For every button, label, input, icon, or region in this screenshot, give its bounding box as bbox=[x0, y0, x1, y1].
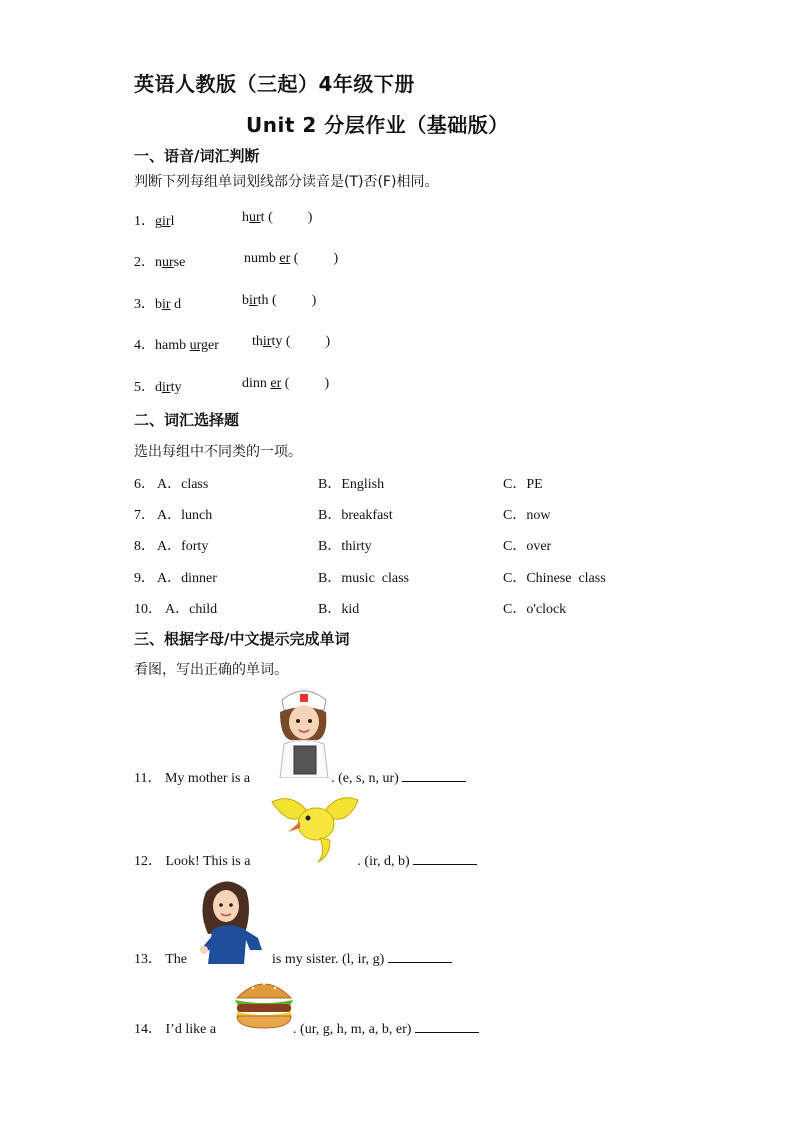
answer-paren[interactable]: ( ) bbox=[271, 293, 317, 308]
word-2: dinn er ( ) bbox=[242, 376, 330, 391]
answer-blank[interactable] bbox=[413, 852, 477, 865]
option-b[interactable]: B．breakfast bbox=[318, 508, 393, 523]
answer-paren[interactable]: ( ) bbox=[293, 251, 339, 266]
question-13: 13． The is my sister. (l, ir, g) bbox=[134, 948, 452, 968]
option-a[interactable]: A．forty bbox=[157, 539, 209, 554]
option-c[interactable]: C．over bbox=[503, 539, 552, 554]
option-c[interactable]: C．o'clock bbox=[503, 602, 567, 617]
nurse-icon bbox=[270, 686, 338, 778]
option-b[interactable]: B．thirty bbox=[318, 539, 372, 554]
bird-icon bbox=[270, 792, 360, 864]
answer-paren[interactable]: ( ) bbox=[268, 210, 313, 225]
answer-blank[interactable] bbox=[402, 769, 466, 782]
word-1: dirty bbox=[155, 380, 182, 395]
section-1-heading: 一、语音/词汇判断 bbox=[134, 147, 260, 165]
question-11: 11． My mother is a . (e, s, n, ur) bbox=[134, 767, 466, 787]
word-1: nurse bbox=[155, 255, 186, 270]
section-2-instruction: 选出每组中不同类的一项。 bbox=[134, 444, 302, 460]
question-number: 6． bbox=[134, 477, 155, 492]
hamburger-icon bbox=[233, 976, 295, 1032]
option-b[interactable]: B．music class bbox=[318, 571, 409, 586]
answer-blank[interactable] bbox=[388, 950, 452, 963]
section-2-heading: 二、词汇选择题 bbox=[134, 411, 240, 429]
phonics-item: 3．bir d bbox=[134, 297, 182, 312]
phonics-item: 4．hamb urger bbox=[134, 338, 219, 353]
word-1: bir d bbox=[155, 297, 182, 312]
answer-paren[interactable]: ( ) bbox=[284, 376, 330, 391]
section-3-heading: 三、根据字母/中文提示完成单词 bbox=[134, 630, 350, 648]
word-1: hamb urger bbox=[155, 338, 219, 353]
answer-paren[interactable]: ( ) bbox=[285, 334, 331, 349]
option-b[interactable]: B．English bbox=[318, 477, 385, 492]
word-2: numb er ( ) bbox=[244, 251, 339, 266]
word-1: girl bbox=[155, 214, 175, 229]
question-14: 14． I’d like a . (ur, g, h, m, a, b, er) bbox=[134, 1018, 479, 1038]
phonics-item: 1．girl bbox=[134, 214, 175, 229]
girl-icon bbox=[196, 878, 270, 964]
phonics-item: 2．nurse bbox=[134, 255, 186, 270]
option-c[interactable]: C．PE bbox=[503, 477, 543, 492]
page-title: 英语人教版（三起）4年级下册 bbox=[134, 72, 415, 96]
question-number: 7． bbox=[134, 508, 155, 523]
section-3-instruction: 看图，写出正确的单词。 bbox=[134, 662, 288, 678]
question-number: 9． bbox=[134, 571, 155, 586]
option-a[interactable]: A．dinner bbox=[157, 571, 217, 586]
section-1-instruction: 判断下列每组单词划线部分读音是(T)否(F)相同。 bbox=[134, 174, 439, 190]
question-number: 10． bbox=[134, 602, 162, 617]
option-a[interactable]: A．lunch bbox=[157, 508, 213, 523]
option-c[interactable]: C．now bbox=[503, 508, 551, 523]
page-subtitle: Unit 2 分层作业（基础版） bbox=[246, 113, 509, 137]
word-2: thirty ( ) bbox=[252, 334, 331, 349]
phonics-item: 5．dirty bbox=[134, 380, 182, 395]
question-number: 8． bbox=[134, 539, 155, 554]
option-a[interactable]: A．class bbox=[157, 477, 209, 492]
question-12: 12． Look! This is a . (ir, d, b) bbox=[134, 850, 477, 870]
option-a[interactable]: A．child bbox=[165, 602, 218, 617]
word-2: birth ( ) bbox=[242, 293, 317, 308]
word-2: hurt ( ) bbox=[242, 210, 313, 225]
option-c[interactable]: C．Chinese class bbox=[503, 571, 606, 586]
option-b[interactable]: B．kid bbox=[318, 602, 360, 617]
answer-blank[interactable] bbox=[415, 1020, 479, 1033]
